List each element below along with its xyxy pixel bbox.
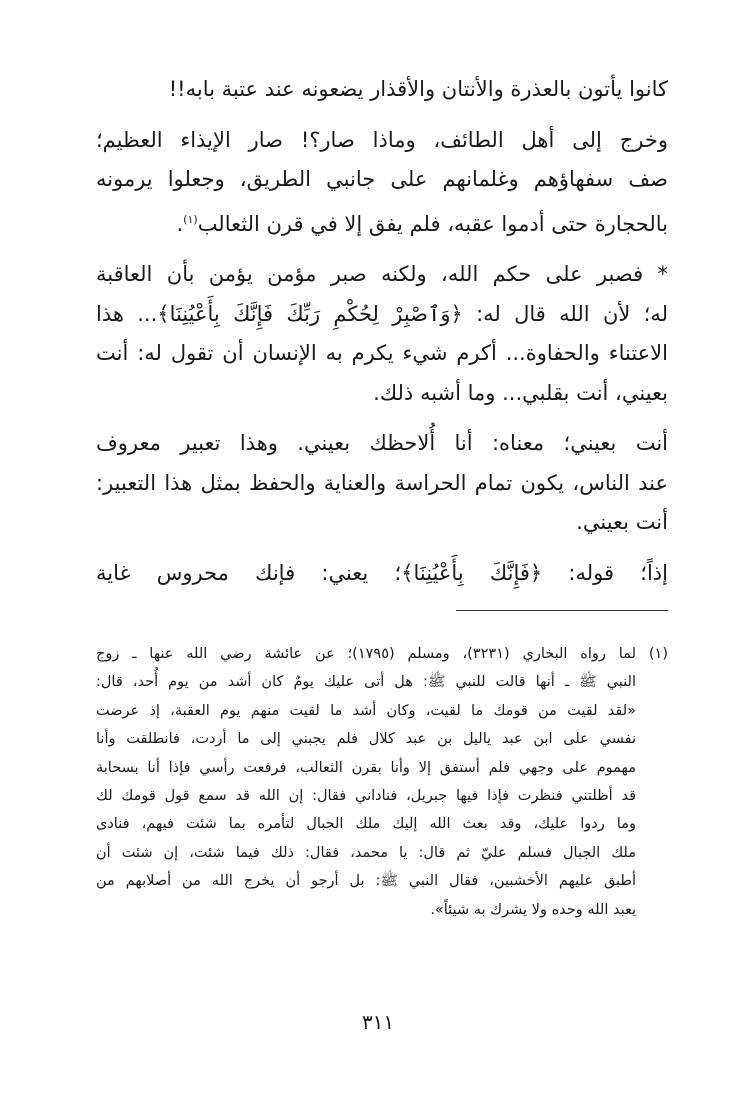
- text-line: إذاً؛ قوله: ﴿فَإِنَّكَ بِأَعْيُنِنَا﴾؛ يعني: فإنك محروس غاية: [96, 560, 668, 585]
- footnote-divider: [456, 610, 668, 611]
- paragraph: [96, 121, 668, 245]
- text-line: وخرج إلى أهل الطائف، وماذا صار؟! صار الإيذاء العظيم؛: [96, 127, 668, 152]
- footnote-line: «لقد لقيت من قومك ما لقيت، وكان أشد ما لقيت منهم يوم العقبة، إذ عرضت: [96, 702, 636, 719]
- paragraph: [96, 424, 668, 543]
- text-fragment: بالحجارة حتى أدموا عقبه، فلم يفق إلا في قرن الثعالب: [197, 211, 668, 236]
- footnote-text: [96, 640, 636, 924]
- footnote-line: النبي ﷺ ـ أنها قالت للنبي ﷺ: هل أتى عليك يومٌ كان أشد من يوم أُحد، قال:: [96, 674, 636, 691]
- footnote-line: أطبق عليهم الأخشبين، فقال النبي ﷺ: بل أرجو أن يخرج الله من أصلابهم من: [96, 873, 636, 890]
- footnote: [96, 640, 668, 924]
- paragraph: [96, 70, 668, 110]
- text-line: أنت بعيني.: [576, 510, 668, 534]
- footnote-line: وما ردوا عليك، وقد بعث الله إليك ملك الجبال لتأمره بما شئت فيهم، فنادى: [96, 816, 636, 833]
- text-line: عند الناس، يكون تمام الحراسة والعناية والحفظ بمثل هذا التعبير:: [96, 470, 668, 495]
- text-line: له؛ لأن الله قال له: ﴿وَٱصْبِرْ لِحُكْمِ رَبِّكَ فَإِنَّكَ بِأَعْيُنِنَا﴾... هذا: [96, 301, 668, 326]
- footnote-reference[interactable]: (١): [183, 212, 198, 226]
- footnote-line: نفسي على ابن عبد ياليل بن عبد كلال فلم يجبني إلى ما أردت، فانطلقت وأنا: [96, 731, 636, 748]
- footnote-line: لما رواه البخاري (٣٢٣١)، ومسلم (١٧٩٥)؛ عن عائشة رضي الله عنها ـ زوج: [96, 646, 636, 662]
- paragraph: [96, 255, 668, 413]
- text-line: أنت بعيني؛ معناه: أنا أُلاحظك بعيني. وهذا تعبير معروف: [96, 431, 668, 455]
- text-fragment: .: [176, 211, 184, 236]
- text-line: كانوا يأتون بالعذرة والأنتان والأقذار يضعونه عند عتبة بابه!!: [168, 77, 668, 101]
- text-line: بعيني، أنت بقلبي... وما أشبه ذلك.: [373, 380, 668, 405]
- footnote-line: ملك الجبال فسلم عليّ ثم قال: يا محمد، فقال: ذلك فيما شئت، إن شئت أن: [96, 844, 636, 861]
- footnote-line: يعبد الله وحده ولا يشرك به شيئاً».: [430, 901, 636, 918]
- page-number: ٣١١: [361, 1010, 395, 1034]
- footnote-line: قد أظلتني فنظرت فإذا فيها جبريل، فناداني فقال: إن الله قد سمع قول قومك لك: [96, 788, 636, 805]
- text-line: [96, 200, 668, 245]
- footnote-line: مهموم على وجهي فلم أستفق إلا وأنا بقرن الثعالب، فرفعت رأسي فإذا أنا بسحابة: [96, 759, 636, 776]
- text-line: الاعتناء والحفاوة... أكرم شيء يكرم به الإنسان أن تقول له: أنت: [96, 341, 668, 365]
- paragraph: [96, 554, 668, 594]
- text-line: صف سفهاؤهم وغلمانهم على جانبي الطريق، وجعلوا يرمونه: [96, 167, 668, 191]
- footnotes-section: [96, 640, 668, 924]
- footnote-number: (١): [648, 646, 668, 662]
- text-line: * فصبر على حكم الله، ولكنه صبر مؤمن يؤمن بأن العاقبة: [96, 262, 668, 286]
- main-text: [96, 70, 668, 604]
